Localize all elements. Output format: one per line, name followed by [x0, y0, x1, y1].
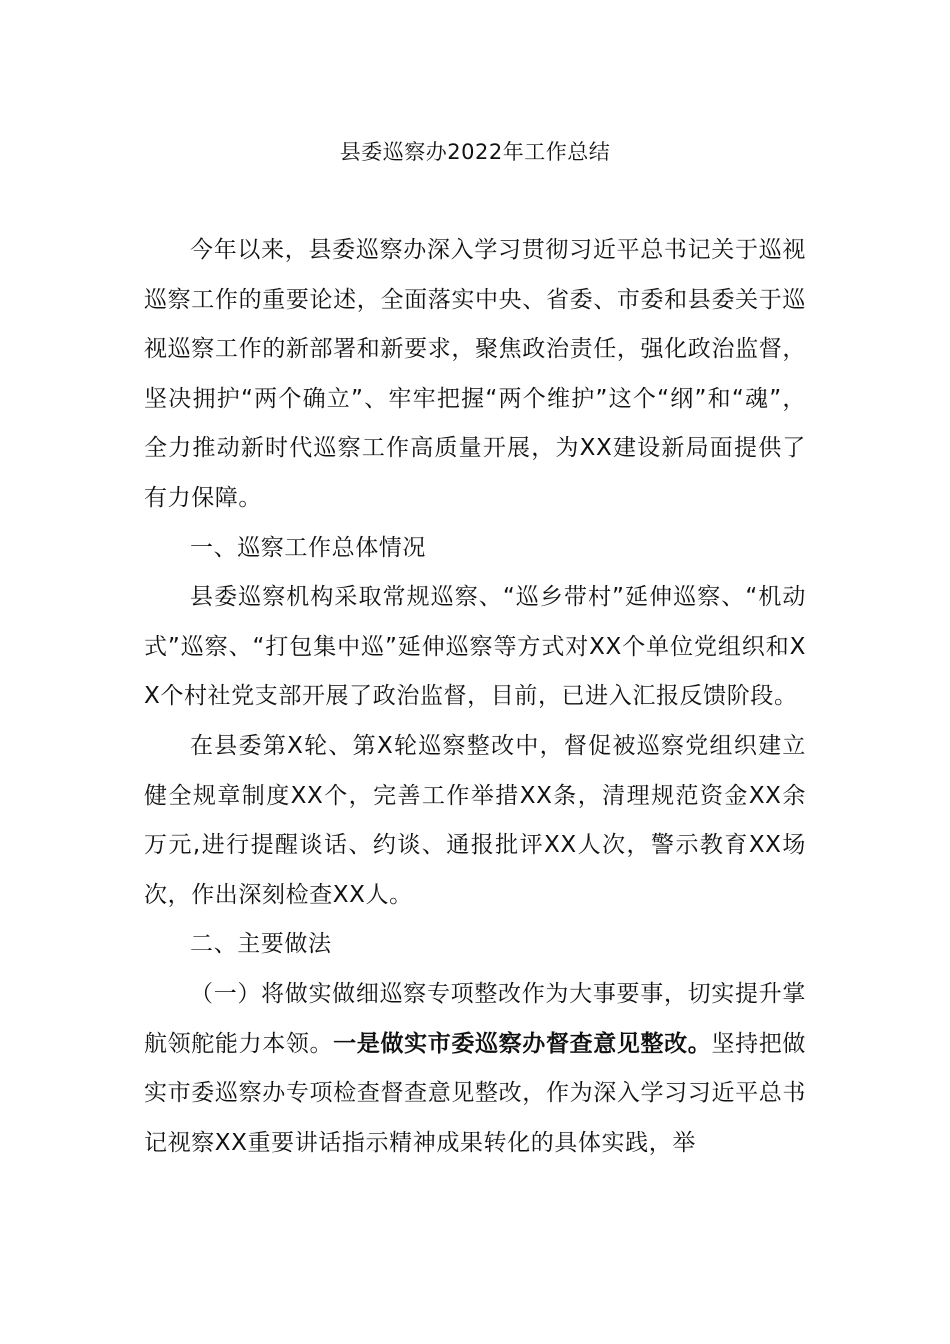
practices-paragraph-1 — [144, 970, 806, 1168]
practices-item-lead: （一）将做实做细巡察专项整改作为大事要事，切实提升掌航领舵能力本领。 — [144, 980, 806, 1057]
document-body — [144, 226, 806, 1168]
intro-paragraph: 今年以来，县委巡察办深入学习贯彻习近平总书记关于巡视巡察工作的重要论述，全面落实中央、省委、市委和县委关于巡视巡察工作的新部署和新要求，聚焦政治责任，强化政治监督，坚决拥护“两个确立”、牢牢把握“两个维护”这个“纲”和“魂”，全力推动新时代巡察工作高质量开展，为XX建设新局面提供了有力保障。 — [144, 237, 806, 511]
document-title: 县委巡察办2022年工作总结 — [339, 140, 611, 164]
section-heading-practices: 二、主要做法 — [190, 931, 332, 958]
practices-item-rest: 坚持把做实市委巡察办专项检查督查意见整改，作为深入学习习近平总书记视察XX重要讲话指示精神成果转化的具体实践，举 — [144, 1030, 806, 1156]
section-heading-overview: 一、巡察工作总体情况 — [190, 534, 426, 561]
overview-paragraph-1: 县委巡察机构采取常规巡察、“巡乡带村”延伸巡察、“机动式”巡察、“打包集中巡”延伸巡察等方式对XX个单位党组织和XX个村社党支部开展了政治监督，目前，已进入汇报反馈阶段。 — [144, 584, 806, 710]
overview-paragraph-2: 在县委第X轮、第X轮巡察整改中，督促被巡察党组织建立健全规章制度XX个，完善工作举措XX条，清理规范资金XX余万元,进行提醒谈话、约谈、通报批评XX人次，警示教育XX场次，作出深刻检查XX人。 — [144, 732, 806, 908]
practices-item-bold-point: 一是做实市委巡察办督查意见整改。 — [333, 1030, 712, 1057]
